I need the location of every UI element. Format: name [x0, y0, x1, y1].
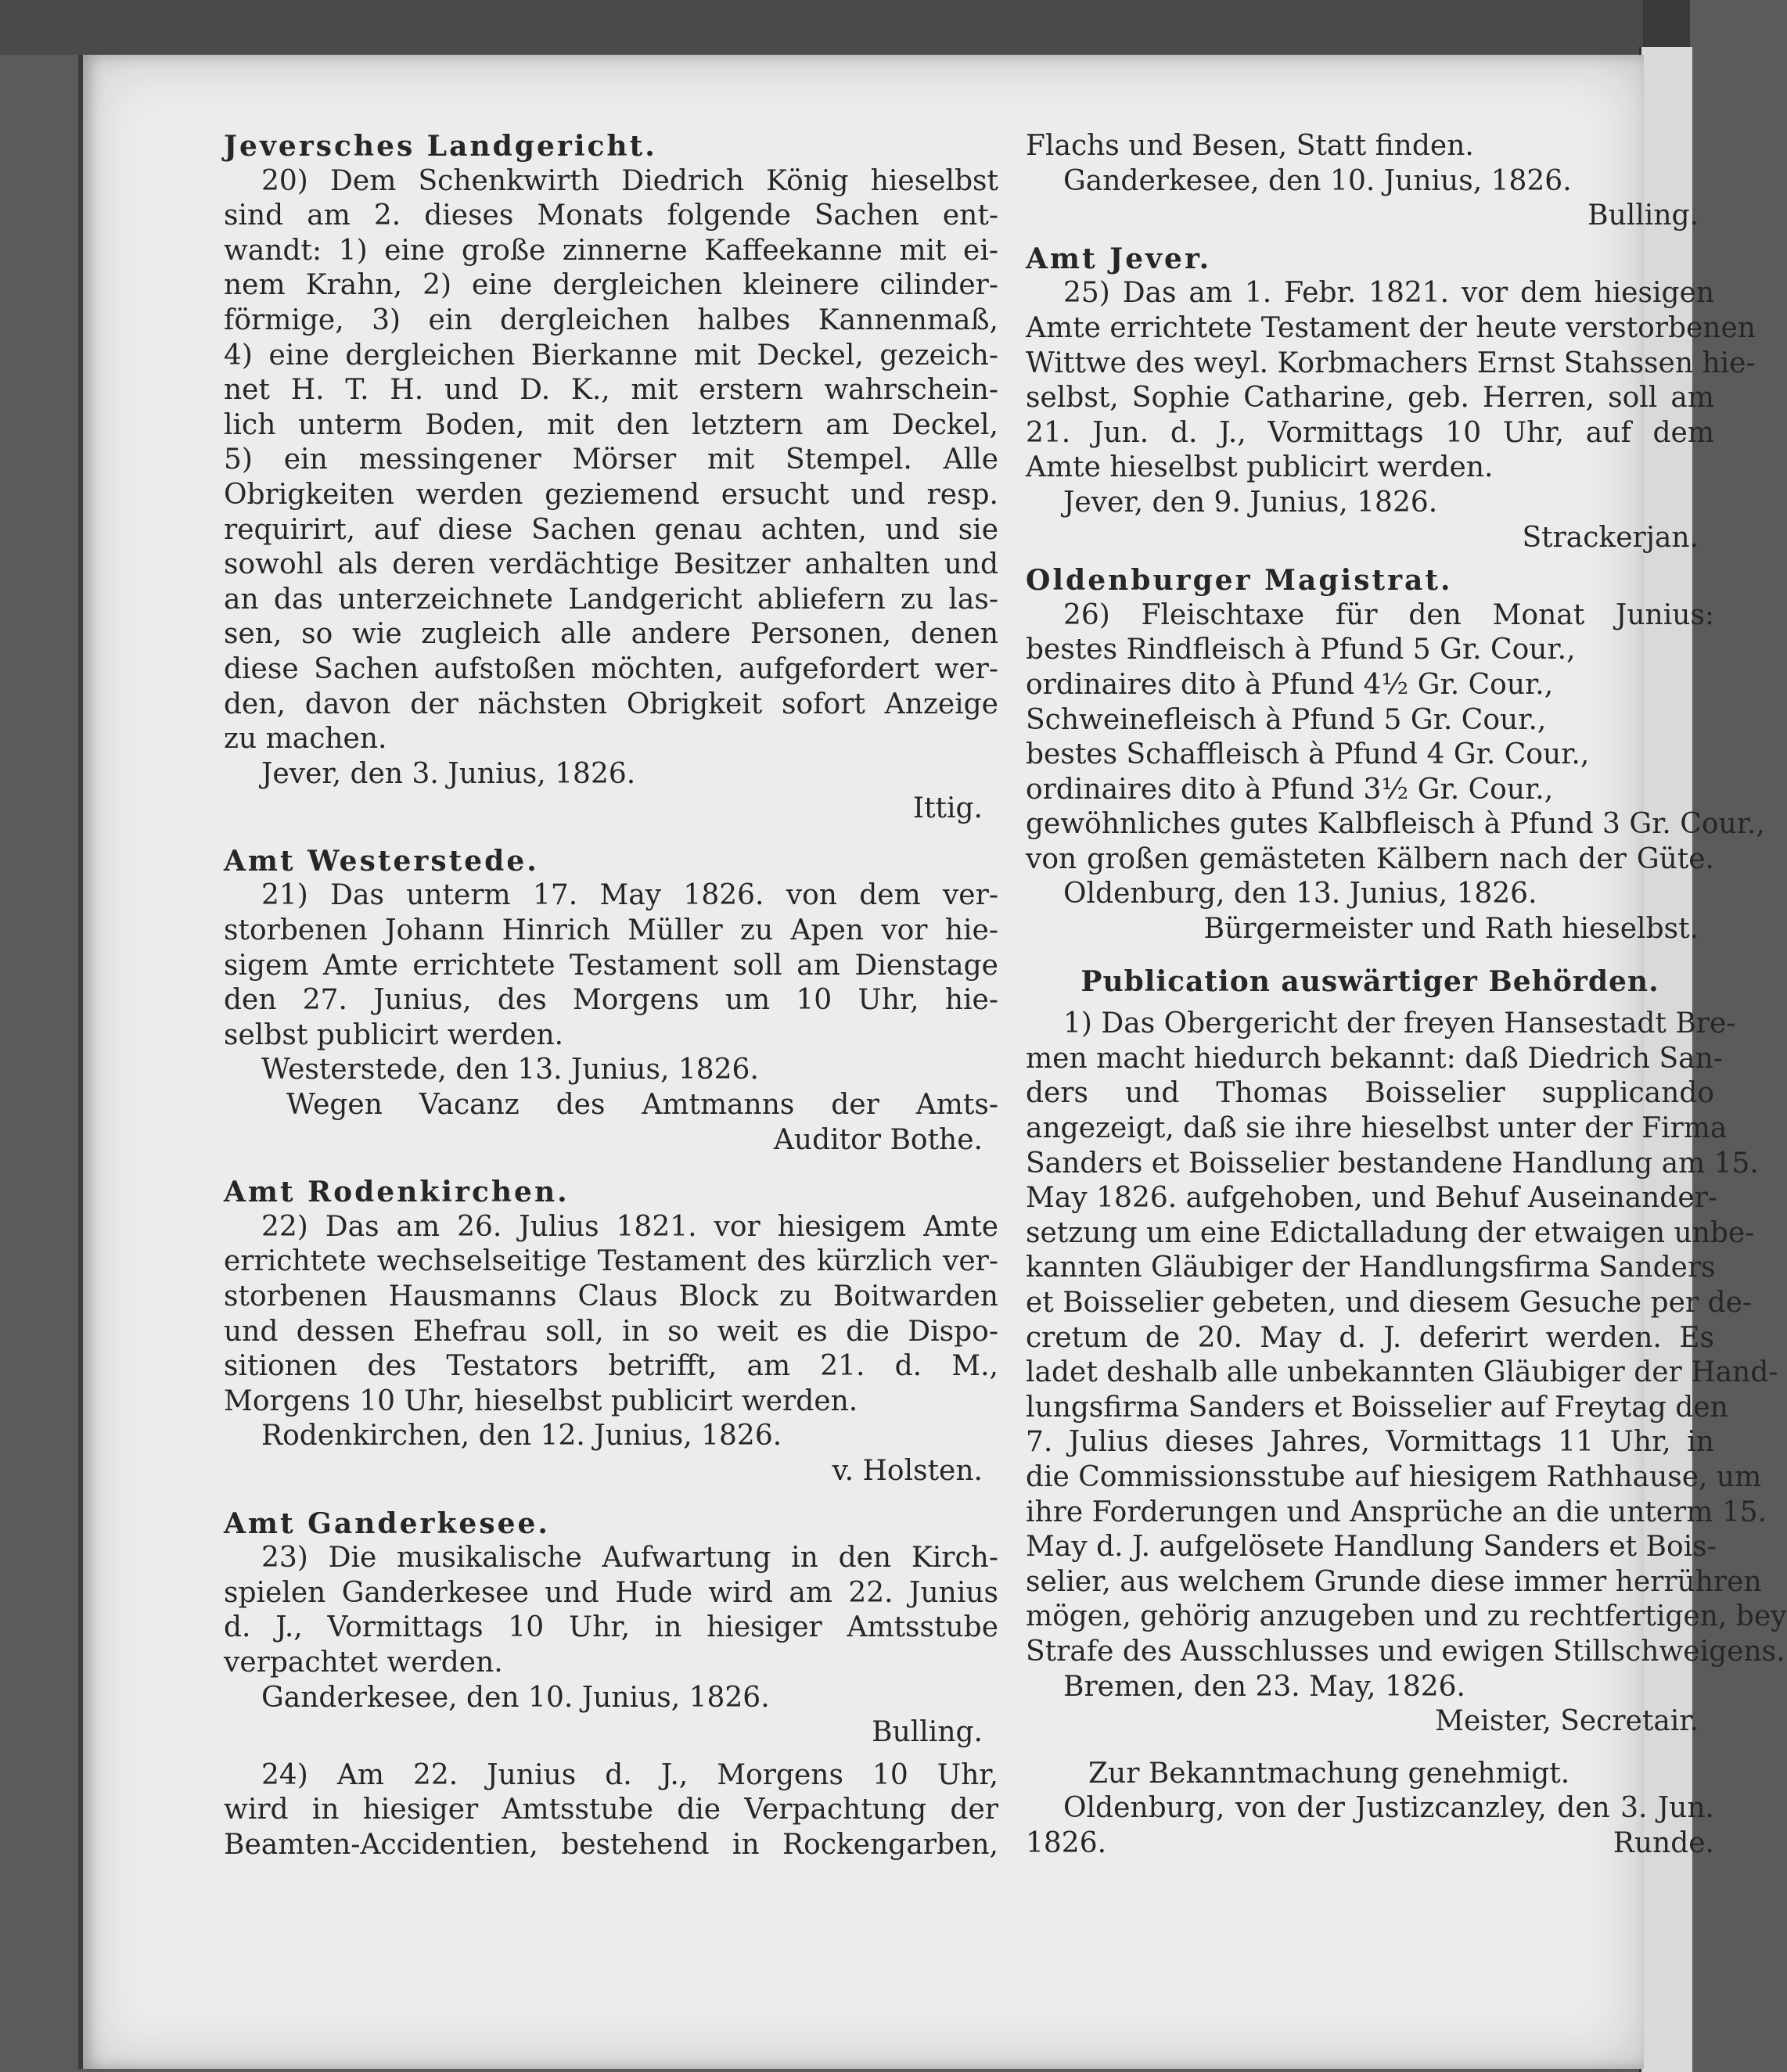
right-column-line: Oldenburg, von der Justizcanzley, den 3. Jun. — [1063, 1792, 1714, 1825]
right-column-line: ladet deshalb alle unbekannten Gläubiger der Hand- — [1026, 1356, 1778, 1389]
right-column-line: die Commissionsstube auf hiesigem Rathhause, um — [1026, 1460, 1762, 1493]
left-column-line: nem Krahn, 2) eine dergleichen kleinere cilinder- — [224, 269, 998, 302]
right-column-line: ihre Forderungen und Ansprüche an die unterm 15. — [1026, 1496, 1767, 1528]
left-column-line: 24) Am 22. Junius d. J., Morgens 10 Uhr, — [261, 1758, 998, 1791]
right-column-line: angezeigt, daß sie ihre hieselbst unter der Firma — [1026, 1112, 1728, 1145]
right-column-line: men macht hiedurch bekannt: daß Diedrich San- — [1026, 1042, 1723, 1075]
left-column-line: zu machen. — [224, 723, 387, 756]
left-column-line: Jeversches Landgericht. — [224, 130, 657, 163]
left-column — [224, 129, 998, 1863]
right-column-line: von großen gemästeten Kälbern nach der Güte. — [1026, 842, 1714, 875]
left-column-line: spielen Ganderkesee und Hude wird am 22. Junius — [224, 1576, 998, 1609]
right-column-line: Flachs und Besen, Statt finden. — [1026, 130, 1474, 162]
left-column-line: Amt Rodenkirchen. — [224, 1176, 570, 1209]
left-column-line: Bulling. — [872, 1716, 983, 1749]
left-column-line: 20) Dem Schenkwirth Diedrich König hieselbst — [261, 164, 998, 197]
left-column-line: lich unterm Boden, mit den letztern am Deckel, — [224, 408, 998, 441]
left-column-line: förmige, 3) ein dergleichen halbes Kannenmaß, — [224, 303, 998, 336]
right-column-line: Meister, Secretair. — [1435, 1705, 1699, 1738]
right-column-line: Wittwe des weyl. Korbmachers Ernst Stahssen hie- — [1026, 347, 1756, 379]
right-column-line — [1026, 555, 1714, 563]
right-column-line: Schweinefleisch à Pfund 5 Gr. Cour., — [1026, 703, 1547, 736]
left-column-line: und dessen Ehefrau soll, in so weit es die Dispo- — [224, 1315, 998, 1348]
left-column-line: Jever, den 3. Junius, 1826. — [261, 757, 636, 790]
left-column-line: Amt Westerstede. — [224, 844, 539, 878]
right-column-line — [1026, 234, 1714, 242]
right-column-line: Ganderkesee, den 10. Junius, 1826. — [1063, 164, 1572, 197]
right-column-line: Zur Bekanntmachung genehmigt. — [1088, 1757, 1570, 1790]
right-column-line: ders und Thomas Boisselier supplicando — [1026, 1077, 1714, 1110]
left-column-line: storbenen Hausmanns Claus Block zu Boitwarden — [224, 1280, 998, 1313]
left-column-line: diese Sachen aufstoßen möchten, aufgefordert wer- — [224, 652, 998, 685]
right-column-line: Strafe des Ausschlusses und ewigen Stillschweigens. — [1026, 1635, 1785, 1668]
right-column-line: Sanders et Boisselier bestandene Handlung am 15. — [1026, 1147, 1759, 1180]
right-column-line: 25) Das am 1. Febr. 1821. vor dem hiesigen — [1063, 277, 1714, 310]
left-column-line: wird in hiesiger Amtsstube die Verpachtung der — [224, 1794, 998, 1826]
right-column-line: lungsfirma Sanders et Boisselier auf Freytag den — [1026, 1391, 1728, 1424]
left-column-line: 23) Die musikalische Aufwartung in den Kirch- — [261, 1542, 998, 1575]
left-column-line: Obrigkeiten werden geziemend ersucht und resp. — [224, 478, 998, 511]
right-column-line — [1026, 1740, 1714, 1757]
left-column-line: sen, so wie zugleich alle andere Personen, denen — [224, 618, 998, 651]
left-column-line: Rodenkirchen, den 12. Junius, 1826. — [261, 1420, 782, 1453]
left-column-line: net H. T. H. und D. K., mit erstern wahrschein- — [224, 374, 998, 407]
right-column-line: ordinaires dito à Pfund 4½ Gr. Cour., — [1026, 668, 1554, 701]
right-column-line: Amte hieselbst publicirt werden. — [1026, 451, 1494, 484]
right-column-line: mögen, gehörig anzugeben und zu rechtfertigen, bey — [1026, 1600, 1787, 1633]
left-column-line: sind am 2. dieses Monats folgende Sachen ent- — [224, 199, 998, 232]
left-column-line: den, davon der nächsten Obrigkeit sofort Anzeige — [224, 688, 998, 720]
right-column-line: 1826. Runde. — [1026, 1826, 1714, 1859]
left-column-line: v. Holsten. — [832, 1454, 983, 1487]
left-column-line: errichtete wechselseitige Testament des kürzlich ver- — [224, 1245, 998, 1278]
document-page — [78, 55, 1787, 2069]
right-column-line: Publication auswärtiger Behörden. — [1080, 964, 1659, 998]
right-column-line: 7. Julius dieses Jahres, Vormittags 11 Uhr, in — [1026, 1426, 1714, 1459]
right-column-line: Bürgermeister und Rath hieselbst. — [1203, 913, 1699, 946]
left-column-line: verpachtet werden. — [224, 1646, 503, 1679]
right-column-line: May 1826. aufgehoben, und Behuf Auseinander- — [1026, 1182, 1718, 1215]
right-column-line: 21. Jun. d. J., Vormittags 10 Uhr, auf dem — [1026, 416, 1714, 449]
right-column-line: selbst, Sophie Catharine, geb. Herren, soll am — [1026, 382, 1714, 415]
left-column-line: sigem Amte errichtete Testament soll am Dienstage — [224, 949, 998, 982]
left-column-line — [224, 1751, 998, 1758]
left-column-line: d. J., Vormittags 10 Uhr, in hiesiger Amtsstube — [224, 1611, 998, 1644]
right-column-line — [1026, 999, 1714, 1007]
left-column-line: 22) Das am 26. Julius 1821. vor hiesigem Amte — [261, 1210, 998, 1243]
right-column-line: bestes Schaffleisch à Pfund 4 Gr. Cour., — [1026, 738, 1590, 771]
left-column-line: storbenen Johann Hinrich Müller zu Apen vor hie- — [224, 914, 998, 947]
left-column-line: Westerstede, den 13. Junius, 1826. — [261, 1054, 759, 1086]
right-column-line: ordinaires dito à Pfund 3½ Gr. Cour., — [1026, 773, 1554, 806]
left-column-line: sowohl als deren verdächtige Besitzer anhalten und — [224, 548, 998, 581]
left-column-line: requirirt, auf diese Sachen genau achten, und sie — [224, 513, 998, 546]
left-column-line: Auditor Bothe. — [773, 1123, 983, 1156]
scan-backdrop-top — [0, 0, 1690, 55]
left-column-line: den 27. Junius, des Morgens um 10 Uhr, hie- — [224, 984, 998, 1017]
left-column-line: Amt Ganderkesee. — [224, 1506, 550, 1540]
right-column-line — [1026, 947, 1714, 964]
right-column-line: Oldenburg, den 13. Junius, 1826. — [1063, 878, 1537, 910]
right-column-line: May d. J. aufgelösete Handlung Sanders et Bois- — [1026, 1531, 1717, 1564]
left-column-line: Ganderkesee, den 10. Junius, 1826. — [261, 1681, 770, 1714]
left-column-line: Beamten-Accidentien, bestehend in Rockengarben, — [224, 1828, 998, 1861]
left-column-line: Ittig. — [912, 792, 983, 825]
left-column-line: 5) ein messingener Mörser mit Stempel. Alle — [224, 443, 998, 476]
right-column-line: Amte errichtete Testament der heute verstorbenen — [1026, 311, 1756, 344]
left-column-line: 4) eine dergleichen Bierkanne mit Deckel, gezeich- — [224, 339, 998, 372]
right-column-line: Bremen, den 23. May, 1826. — [1063, 1670, 1465, 1703]
right-column-line: Strackerjan. — [1522, 521, 1699, 554]
right-column-line: cretum de 20. May d. J. deferirt werden. Es — [1026, 1321, 1714, 1354]
right-column-line: 1) Das Obergericht der freyen Hansestadt Bre- — [1063, 1007, 1736, 1040]
right-column-line: et Boisselier gebeten, und diesem Gesuche per de- — [1026, 1287, 1753, 1319]
left-column-line: 21) Das unterm 17. May 1826. von dem ver- — [261, 879, 998, 912]
right-column-line: selier, aus welchem Grunde diese immer herrühren — [1026, 1565, 1762, 1598]
right-column-line: Amt Jever. — [1026, 242, 1212, 275]
left-column-line — [224, 1158, 998, 1175]
left-column-line: sitionen des Testators betrifft, am 21. d. M., — [224, 1350, 998, 1383]
right-column — [1026, 129, 1787, 1862]
left-column-line: wandt: 1) eine große zinnerne Kaffeekanne mit ei- — [224, 234, 998, 267]
left-column-line: selbst publicirt werden. — [224, 1018, 564, 1051]
right-column-line: gewöhnliches gutes Kalbfleisch à Pfund 3 Gr. Cour., — [1026, 808, 1765, 841]
left-column-line: Wegen Vacanz des Amtmanns der Amts- — [286, 1089, 998, 1122]
right-column-line: kannten Gläubiger der Handlungsfirma Sanders — [1026, 1251, 1716, 1284]
right-column-line: 26) Fleischtaxe für den Monat Junius: — [1063, 598, 1714, 631]
left-column-line — [224, 827, 998, 844]
right-column-line: setzung um eine Edictalladung der etwaigen unbe- — [1026, 1216, 1755, 1249]
right-column-line: Bulling. — [1587, 199, 1699, 232]
left-column-line — [224, 1489, 998, 1506]
right-column-line: Jever, den 9. Junius, 1826. — [1063, 486, 1438, 519]
left-column-line: an das unterzeichnete Landgericht abliefern zu las- — [224, 583, 998, 616]
left-column-line: Morgens 10 Uhr, hieselbst publicirt werden. — [224, 1384, 858, 1417]
right-column-line: Oldenburger Magistrat. — [1026, 564, 1453, 598]
right-column-line: bestes Rindfleisch à Pfund 5 Gr. Cour., — [1026, 634, 1576, 666]
